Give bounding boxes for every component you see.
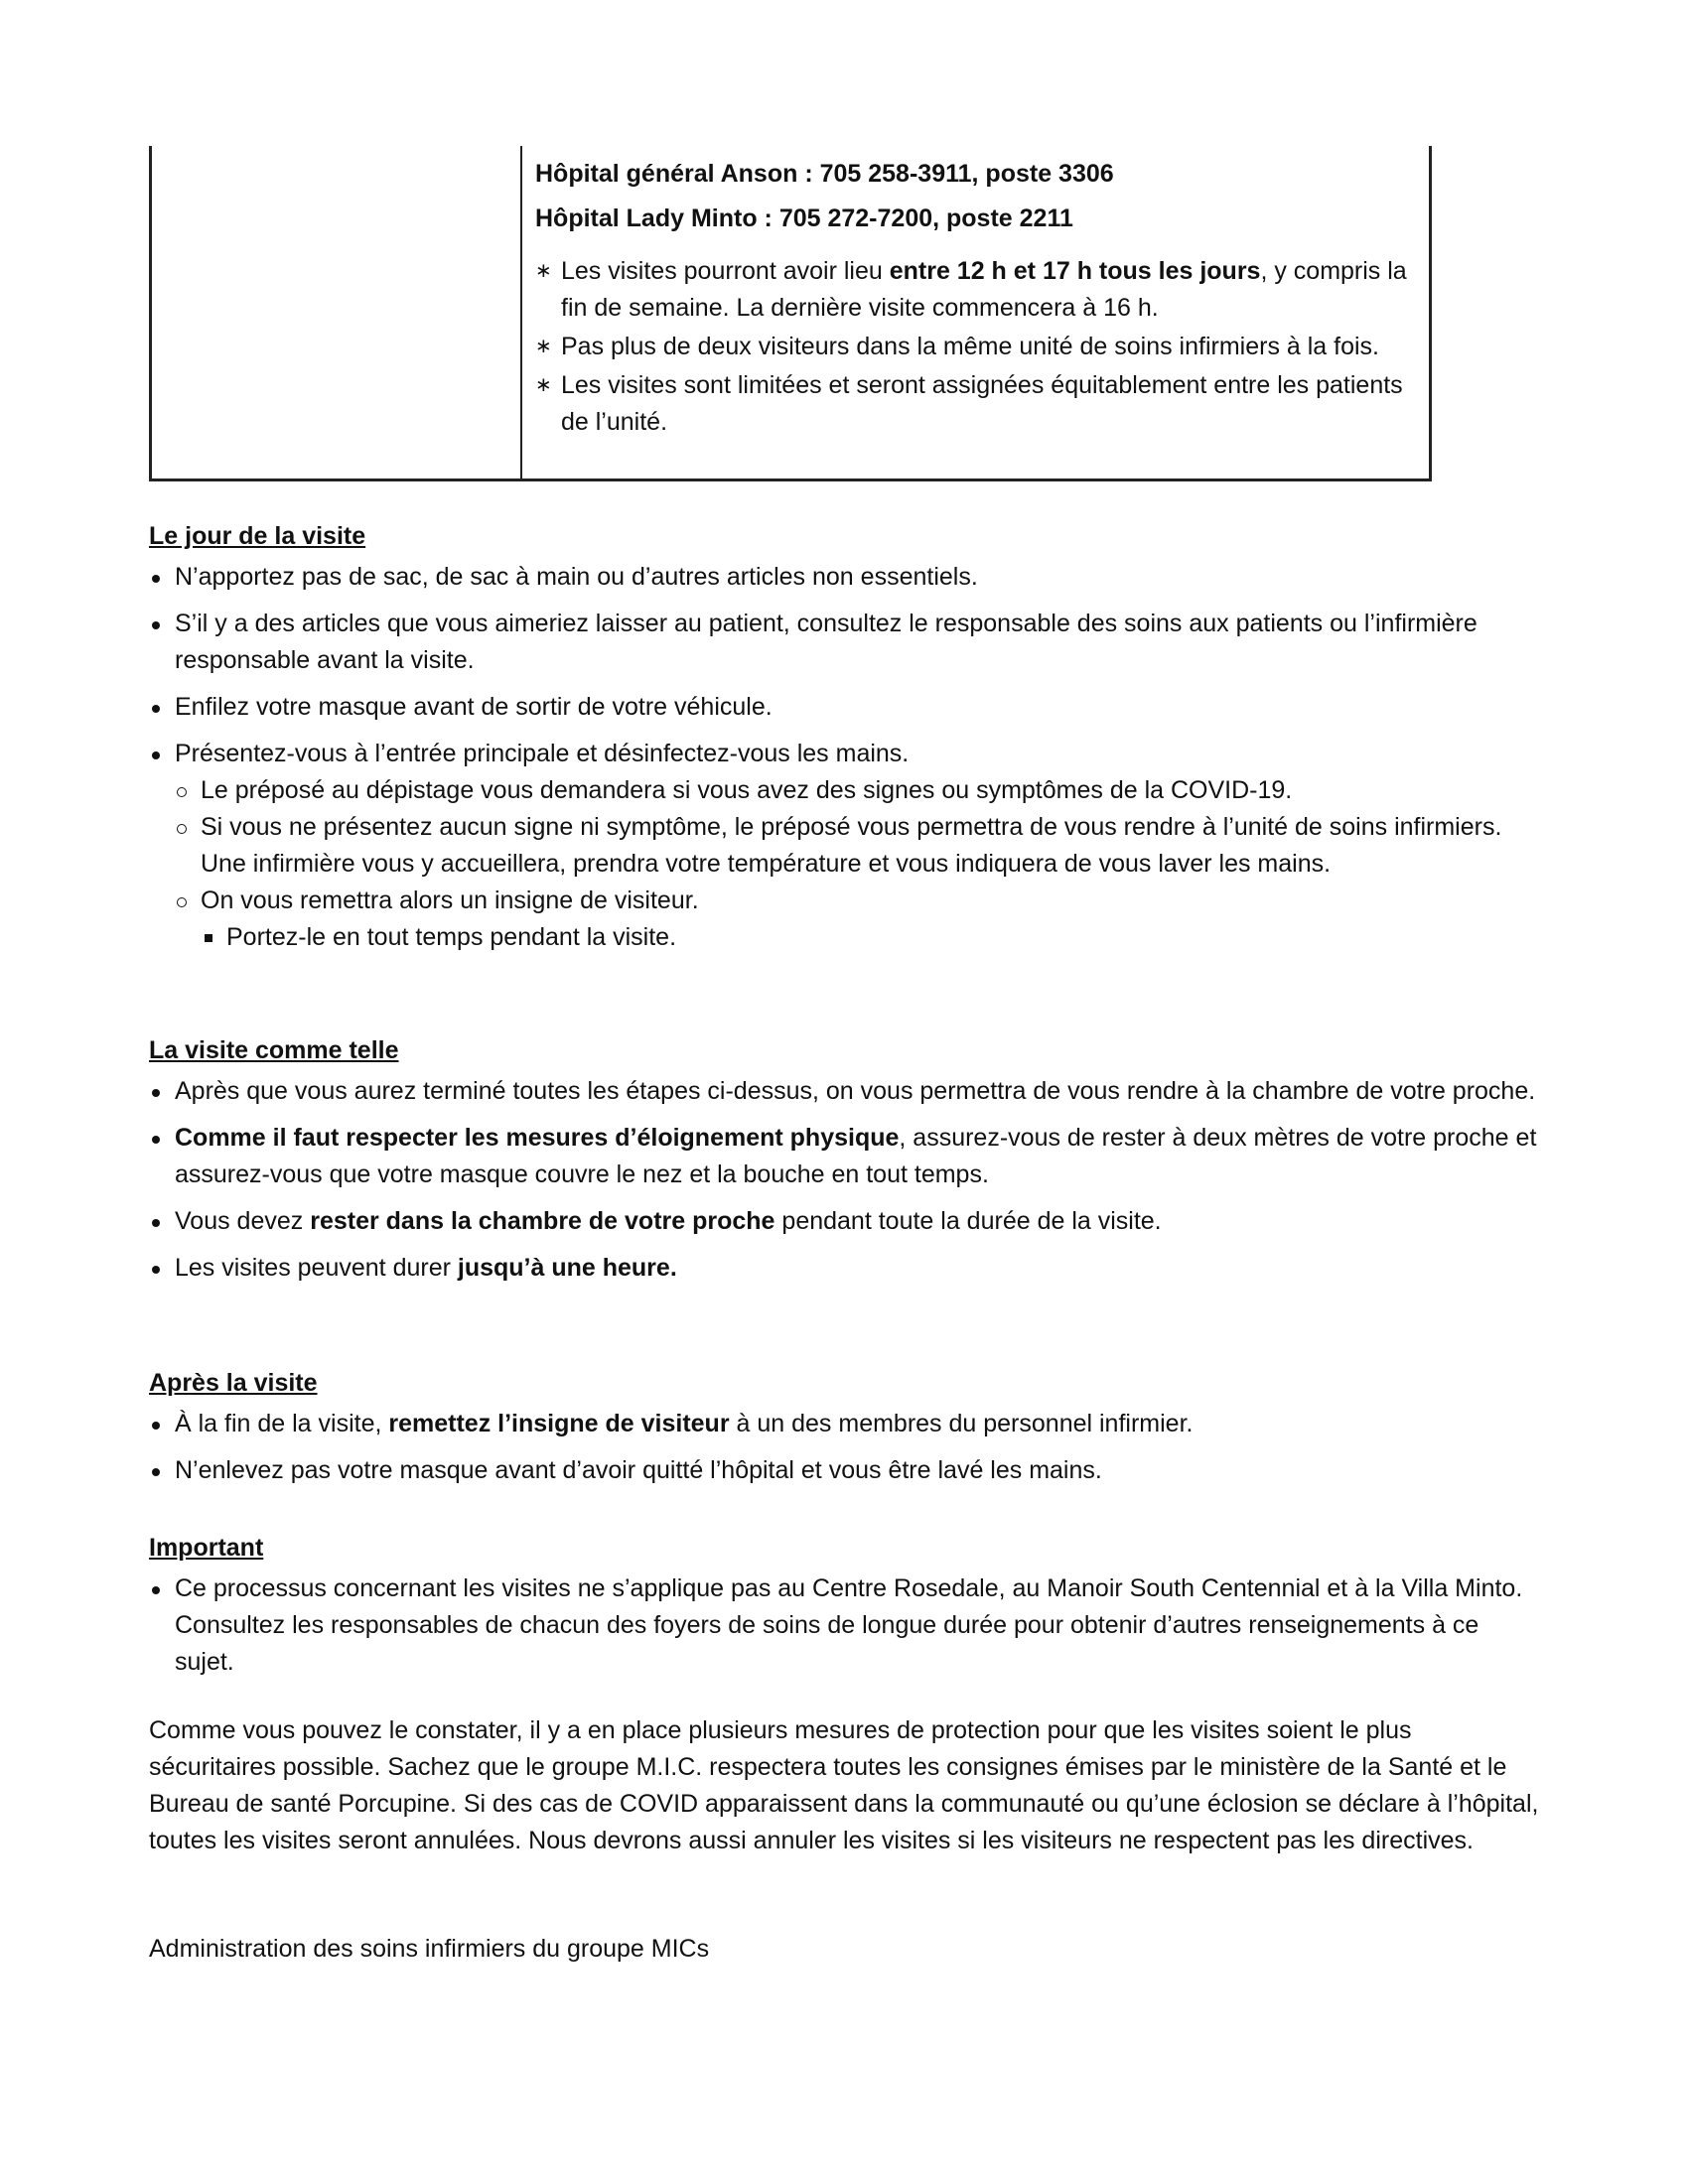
list-item: N’enlevez pas votre masque avant d’avoir quitté l’hôpital et vous être lavé les mains. — [149, 1452, 1539, 1489]
section-heading: Le jour de la visite — [149, 522, 366, 550]
bullet-dot-icon — [152, 1468, 160, 1476]
section-visite — [149, 1032, 1539, 1297]
list-item: Après que vous aurez terminé toutes les étapes ci-dessus, on vous permettra de vous rendre à la chambre de votre proche. — [149, 1073, 1539, 1110]
bullet-dot-icon — [152, 1136, 160, 1144]
square-bullet-icon — [205, 934, 212, 942]
circle-bullet-icon — [177, 787, 187, 797]
list-item: Les visites peuvent durer jusqu’à une heure. — [149, 1250, 1539, 1287]
list-item: Présentez-vous à l’entrée principale et désinfectez-vous les mains. Le préposé au dépistage vous demandera si vous avez des signes ou symptômes de la COVID-19. Si vous ne présentez aucun signe ni symptôme, le préposé vous permettra de vous rendre à l’unité de soins infirmiers. Une infirmière vous y accueillera, prendra votre température et vous indiquera de vous laver les mains. On vous remettra alors un insigne de visiteur. Portez-le en tout temps pendant la visite. — [149, 736, 1539, 956]
list-item: À la fin de la visite, remettez l’insigne de visiteur à un des membres du personnel infirmier. — [149, 1406, 1539, 1442]
sub-sub-list-item: Portez-le en tout temps pendant la visite. — [201, 919, 1539, 956]
phone-lady-minto: Hôpital Lady Minto : 705 272-7200, poste 2211 — [535, 205, 1073, 232]
closing-paragraph: Comme vous pouvez le constater, il y a en place plusieurs mesures de protection pour que les visites soient le plus sécuritaires possible. Sachez que le groupe M.I.C. respectera toutes les consignes émises par le ministère de la Santé et le Bureau de santé Porcupine. Si des cas de COVID apparaissent dans la communauté ou qu’une éclosion se déclare à l’hôpital, toutes les visites seront annulées. Nous devrons aussi annuler les visites si les visiteurs ne respectent pas les directives. — [149, 1716, 1539, 1854]
section-heading: Après la visite — [149, 1369, 318, 1397]
asterisk-bullet-icon: ∗ — [535, 260, 552, 282]
sub-list-item: Le préposé au dépistage vous demandera si vous avez des signes ou symptômes de la COVID-19. — [175, 772, 1539, 809]
phone-anson: Hôpital général Anson : 705 258-3911, poste 3306 — [535, 160, 1114, 188]
bullet-dot-icon — [152, 1422, 160, 1430]
section-apres-visite — [149, 1365, 1539, 1499]
bullet-list — [149, 559, 1539, 956]
sub-list-item: Si vous ne présentez aucun signe ni symptôme, le préposé vous permettra de vous rendre à l’unité de soins infirmiers. Une infirmière vous y accueillera, prendra votre température et vous indiquera de vous laver les mains. — [175, 809, 1539, 883]
list-item: ∗ Les visites pourront avoir lieu entre 12 h et 17 h tous les jours, y compris la fin de semaine. La dernière visite commencera à 16 h. — [535, 253, 1409, 327]
bullet-list — [149, 1570, 1539, 1681]
table-bullet-list — [535, 253, 1409, 441]
signature-line: Administration des soins infirmiers du groupe MICs — [149, 1935, 710, 1963]
bullet-dot-icon — [152, 575, 160, 583]
table-cell-details — [535, 152, 1409, 443]
list-item: ∗ Les visites sont limitées et seront assignées équitablement entre les patients de l’unité. — [535, 367, 1409, 441]
sub-list-item: On vous remettra alors un insigne de visiteur. Portez-le en tout temps pendant la visite. — [175, 883, 1539, 956]
circle-bullet-icon — [177, 824, 187, 834]
section-important — [149, 1530, 1539, 1691]
bullet-list — [149, 1406, 1539, 1489]
list-item: Enfilez votre masque avant de sortir de votre véhicule. — [149, 689, 1539, 726]
sub-sub-list — [201, 919, 1539, 956]
list-item: Comme il faut respecter les mesures d’éloignement physique, assurez-vous de rester à deux mètres de votre proche et assurez-vous que votre masque couvre le nez et la bouche en tout temps. — [149, 1120, 1539, 1193]
section-jour-visite — [149, 518, 1539, 966]
list-item: S’il y a des articles que vous aimeriez laisser au patient, consultez le responsable des soins aux patients ou l’infirmière responsable avant la visite. — [149, 606, 1539, 679]
visiting-hours-table — [149, 146, 1432, 481]
bullet-dot-icon — [152, 1586, 160, 1594]
list-item: ∗ Pas plus de deux visiteurs dans la même unité de soins infirmiers à la fois. — [535, 329, 1409, 365]
bullet-dot-icon — [152, 1266, 160, 1274]
bullet-dot-icon — [152, 751, 160, 759]
table-column-divider — [520, 146, 522, 478]
list-item: N’apportez pas de sac, de sac à main ou d’autres articles non essentiels. — [149, 559, 1539, 596]
circle-bullet-icon — [177, 897, 187, 907]
bullet-list — [149, 1073, 1539, 1287]
section-heading: La visite comme telle — [149, 1036, 399, 1064]
bullet-dot-icon — [152, 1089, 160, 1097]
bullet-dot-icon — [152, 621, 160, 629]
asterisk-bullet-icon: ∗ — [535, 374, 552, 396]
section-heading: Important — [149, 1534, 264, 1562]
list-item: Vous devez rester dans la chambre de votre proche pendant toute la durée de la visite. — [149, 1203, 1539, 1240]
bullet-dot-icon — [152, 705, 160, 713]
list-item: Ce processus concernant les visites ne s’applique pas au Centre Rosedale, au Manoir South Centennial et à la Villa Minto. Consultez les responsables de chacun des foyers de soins de longue durée pour obtenir d’autres renseignements à ce sujet. — [149, 1570, 1539, 1681]
bullet-dot-icon — [152, 1219, 160, 1227]
asterisk-bullet-icon: ∗ — [535, 336, 552, 357]
sub-list — [175, 772, 1539, 956]
